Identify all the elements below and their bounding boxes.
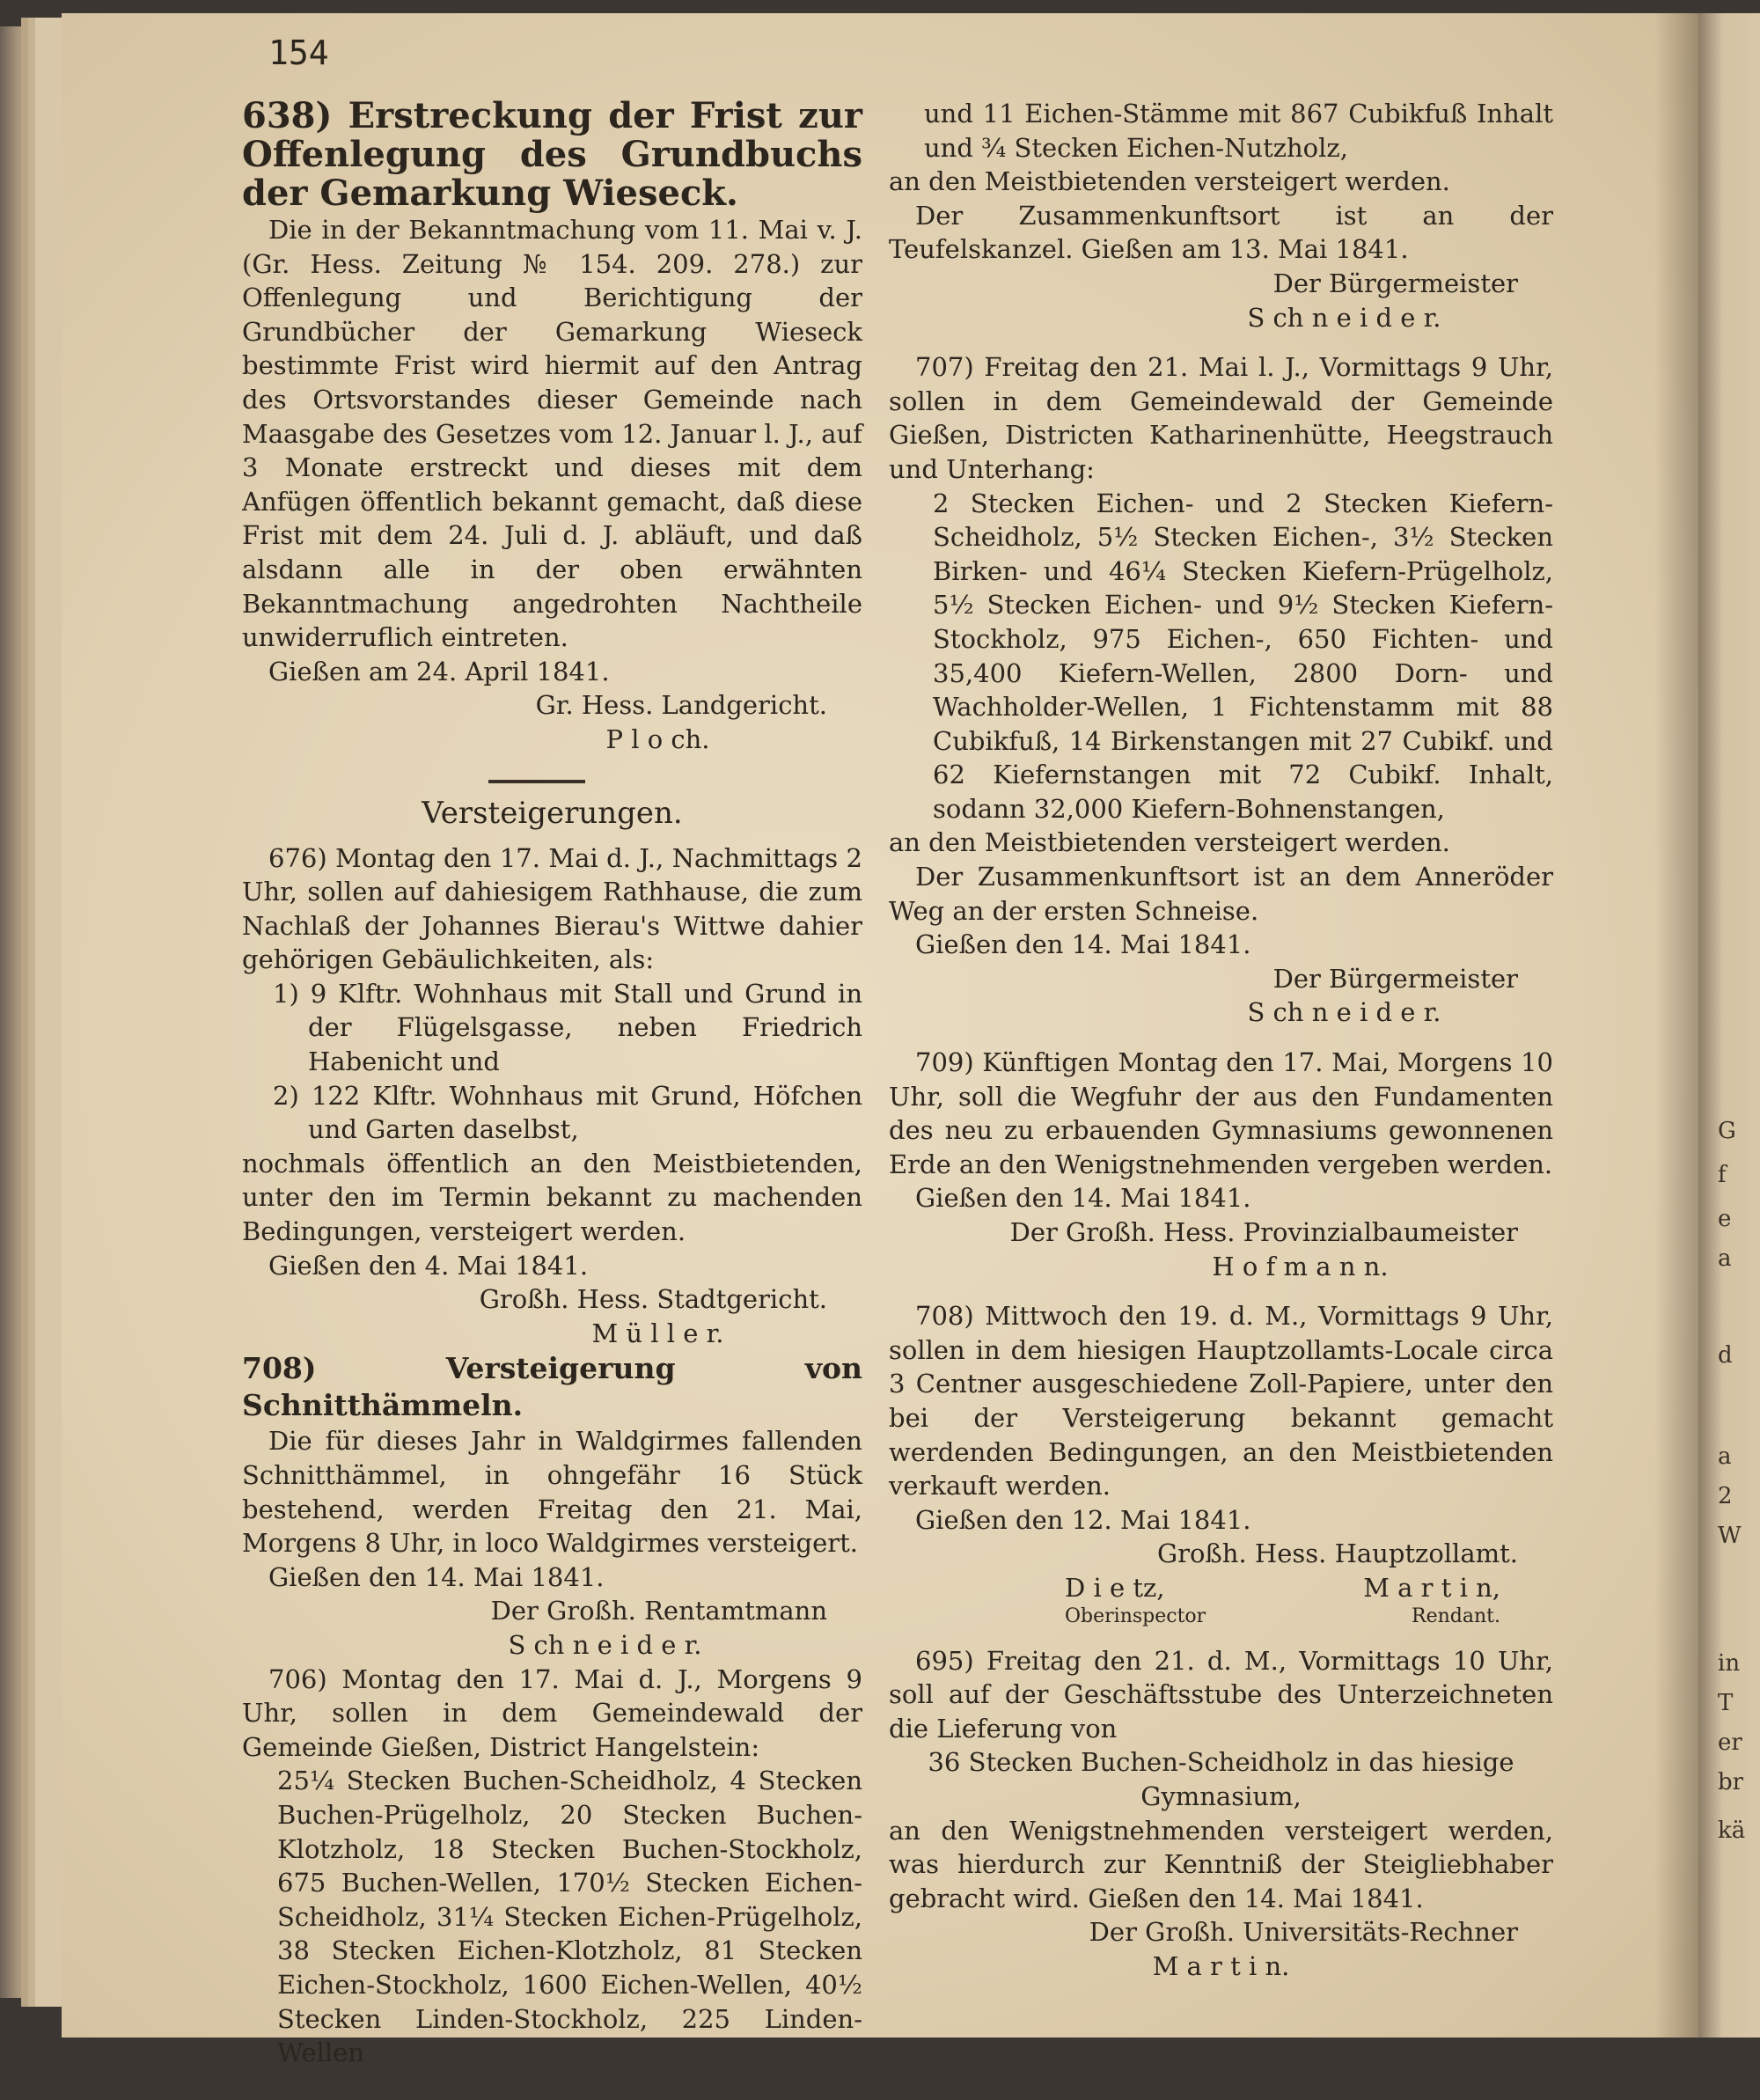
notice-706-list: 25¼ Stecken Buchen-Scheidholz, 4 Stecken Buchen-Prügelholz, 20 Stecken Buchen-Klotzholz, 18 Stecken Buchen-Stockholz, 675 Buchen-Wellen, 170½ Stecken Eichen-Scheidholz, 31¼ Stecken Eichen-Prügelholz, 38 Stecken Eichen-Klotzholz, 81 Stecken Eichen-Stockholz, 1600 Eichen-Wellen, 40½ Stecken Linden-Stockholz, 225 Linden-Wellen <box>277 1766 862 2068</box>
notice-709-signature: H o f m a n n. <box>1212 1251 1389 1281</box>
fragment: G <box>1718 1118 1736 1144</box>
spacer <box>889 334 1553 350</box>
notice-638-body: Die in der Bekanntmachung vom 11. Mai v. J. (Gr. Hess. Zeitung № 154. 209. 278.) zur Offenlegung und Berichtigung der Grundbücher der Gemarkung Wieseck bestimmte Frist wird hiermit auf den Antrag des Ortsvorstandes dieser Gemeinde nach Maasgabe des Gesetzes vom 12. Januar l. J., auf 3 Monate erstreckt und dieses mit dem Anfügen öffentlich bekannt gemacht, daß diese Frist mit dem 24. Juli d. J. abläuft, und daß alsdann alle in der oben erwähnten Bekanntmachung angedrohten Nachtheile unwiderruflich eintreten. <box>242 215 862 653</box>
notice-708b-office: Großh. Hess. Hauptzollamt. <box>1156 1538 1518 1569</box>
notice-638-signature: P l o ch. <box>605 723 710 754</box>
notice-676-body: nochmals öffentlich an den Meistbietenden, unter den im Termin bekannt zu machenden Bedingungen, versteigert werden. <box>242 1148 862 1247</box>
page-number: 154 <box>268 33 329 72</box>
notice-708b-body: 708) Mittwoch den 19. d. M., Vormittags 9 Uhr, sollen in dem hiesigen Hauptzollamts-Locale circa 3 Centner ausgeschiedene Zoll-Papiere, unter den bei der Versteigerung bekannt gemacht werdenden Bedingungen, an den Meistbietenden verkauft werden. <box>889 1301 1553 1502</box>
fragment: 2 <box>1718 1483 1733 1509</box>
fragment: in <box>1718 1650 1741 1677</box>
notice-708b-role-1: Oberinspector <box>1065 1604 1206 1627</box>
notice-676-signature: M ü l l e r. <box>591 1318 724 1348</box>
fragment: a <box>1718 1245 1732 1272</box>
notice-676-item-2: 2) 122 Klftr. Wohnhaus mit Grund, Höfchen und Garten daselbst, <box>273 1080 862 1145</box>
notice-707-list: 2 Stecken Eichen- und 2 Stecken Kiefern-Scheidholz, 5½ Stecken Eichen-, 3½ Stecken Birken- und 46¼ Stecken Kiefern-Prügelholz, 5½ Stecken Eichen- und 9½ Stecken Kiefern-Stockholz, 975 Eichen-, 650 Fichten- und 35,400 Kiefern-Wellen, 2800 Dorn- und Wachholder-Wellen, 1 Fichtenstamm mit 88 Cubikfuß, 14 Birkenstangen mit 27 Cubikf. und 62 Kiefernstangen mit 72 Cubikf. Inhalt, sodann 32,000 Kiefern-Bohnenstangen, <box>933 488 1553 824</box>
notice-708a-office: Der Großh. Rentamtmann <box>490 1596 827 1626</box>
notice-708b-signature-2: M a r t i n, <box>1363 1572 1500 1603</box>
fragment: kä <box>1718 1817 1746 1844</box>
notice-695-office: Der Großh. Universitäts-Rechner <box>1089 1917 1518 1948</box>
notice-707-body: an den Meistbietenden versteigert werden. <box>889 827 1450 858</box>
notice-709-date: Gießen den 14. Mai 1841. <box>915 1183 1251 1214</box>
notice-706-list-cont: und 11 Eichen-Stämme mit 867 Cubikfuß Inhalt und ¾ Stecken Eichen-Nutzholz, <box>924 99 1553 163</box>
notice-695-intro: 695) Freitag den 21. d. M., Vormittags 10 Uhr, soll auf der Geschäftsstube des Unterzeichneten die Lieferung von <box>889 1645 1553 1744</box>
spacer <box>889 1283 1553 1299</box>
spacer <box>889 1628 1553 1644</box>
notice-695-item: 36 Stecken Buchen-Scheidholz in das hiesige Gymnasium, <box>928 1747 1514 1811</box>
notice-708b-date: Gießen den 12. Mai 1841. <box>915 1504 1251 1535</box>
notice-707-date: Gießen den 14. Mai 1841. <box>915 929 1251 960</box>
section-divider <box>488 780 585 783</box>
notice-707-intro: 707) Freitag den 21. Mai l. J., Vormittags 9 Uhr, sollen in dem Gemeindewald der Gemeinde Gießen, Districten Katharinenhütte, Heegstrauch und Unterhang: <box>889 352 1553 484</box>
fragment: W <box>1718 1523 1742 1549</box>
notice-708a-date: Gießen den 14. Mai 1841. <box>268 1561 605 1592</box>
notice-708b-signature-1: D i e tz, <box>1065 1572 1165 1603</box>
notice-708b-signatures <box>889 1571 1553 1605</box>
notice-638-office: Gr. Hess. Landgericht. <box>535 690 827 721</box>
fragment: br <box>1718 1769 1744 1795</box>
right-column <box>889 97 1553 1983</box>
notice-708a-title: 708) Versteigerung von Schnitthämmeln. <box>242 1351 862 1423</box>
notice-638-title: 638) Erstreckung der Frist zur Offenlegung des Grundbuchs der Gemarkung Wieseck. <box>242 95 862 214</box>
notice-695-signature: M a r t i n. <box>1152 1950 1290 1981</box>
notice-708b-role-2: Rendant. <box>1412 1604 1500 1627</box>
notice-708a-body: Die für dieses Jahr in Waldgirmes fallenden Schnitthämmel, in ohngefähr 16 Stück bestehend, werden Freitag den 21. Mai, Morgens 8 Uhr, in loco Waldgirmes versteigert. <box>242 1426 862 1559</box>
notice-706-signature: S ch n e i d e r. <box>1247 302 1441 333</box>
notice-676-intro: 676) Montag den 17. Mai d. J., Nachmittags 2 Uhr, sollen auf dahiesigem Rathhause, die zum Nachlaß der Johannes Bierau's Wittwe dahier gehörigen Gebäulichkeiten, als: <box>242 842 862 975</box>
fragment: T <box>1718 1690 1734 1716</box>
fragment: d <box>1718 1342 1733 1369</box>
notice-638-date: Gießen am 24. April 1841. <box>268 656 610 687</box>
notice-708b-roles <box>889 1605 1553 1628</box>
spacer <box>889 1030 1553 1046</box>
notice-706-intro: 706) Montag den 17. Mai d. J., Morgens 9 Uhr, sollen in dem Gemeindewald der Gemeinde Gießen, District Hangelstein: <box>242 1663 862 1762</box>
notice-706-body: an den Meistbietenden versteigert werden. <box>889 166 1450 197</box>
notice-706-meeting: Der Zusammenkunftsort ist an der Teufelskanzel. Gießen am 13. Mai 1841. <box>889 200 1553 265</box>
fragment: f <box>1718 1162 1727 1188</box>
notice-676-office: Großh. Hess. Stadtgericht. <box>479 1284 827 1315</box>
left-column <box>242 97 862 2070</box>
notice-706-office: Der Bürgermeister <box>1272 268 1518 298</box>
notice-708a-signature: S ch n e i d e r. <box>508 1629 702 1660</box>
notice-707-signature: S ch n e i d e r. <box>1247 997 1441 1028</box>
notice-676-date: Gießen den 4. Mai 1841. <box>268 1250 589 1281</box>
notice-709-body: 709) Künftigen Montag den 17. Mai, Morgens 10 Uhr, soll die Wegfuhr der aus den Fundamenten des neu zu erbauenden Gymnasiums gewonnenen Erde an den Wenigstnehmenden vergeben werden. <box>889 1047 1553 1179</box>
section-heading: Versteigerungen. <box>422 795 683 831</box>
notice-695-body: an den Wenigstnehmenden versteigert werden, was hierdurch zur Kenntniß der Steigliebhaber gebracht wird. Gießen den 14. Mai 1841. <box>889 1815 1553 1913</box>
book-gutter-shadow <box>1654 13 1698 2038</box>
notice-707-meeting: Der Zusammenkunftsort ist an dem Anneröder Weg an der ersten Schneise. <box>889 862 1553 926</box>
fragment: er <box>1718 1729 1742 1756</box>
notice-676-item-1: 1) 9 Klftr. Wohnhaus mit Stall und Grund in der Flügelsgasse, neben Friedrich Habenicht und <box>273 978 862 1077</box>
fragment: e <box>1718 1206 1732 1232</box>
notice-709-office: Der Großh. Hess. Provinzialbaumeister <box>1009 1217 1518 1247</box>
notice-707-office: Der Bürgermeister <box>1272 963 1518 994</box>
next-page-edge <box>1698 13 1760 2038</box>
fragment: a <box>1718 1443 1732 1470</box>
